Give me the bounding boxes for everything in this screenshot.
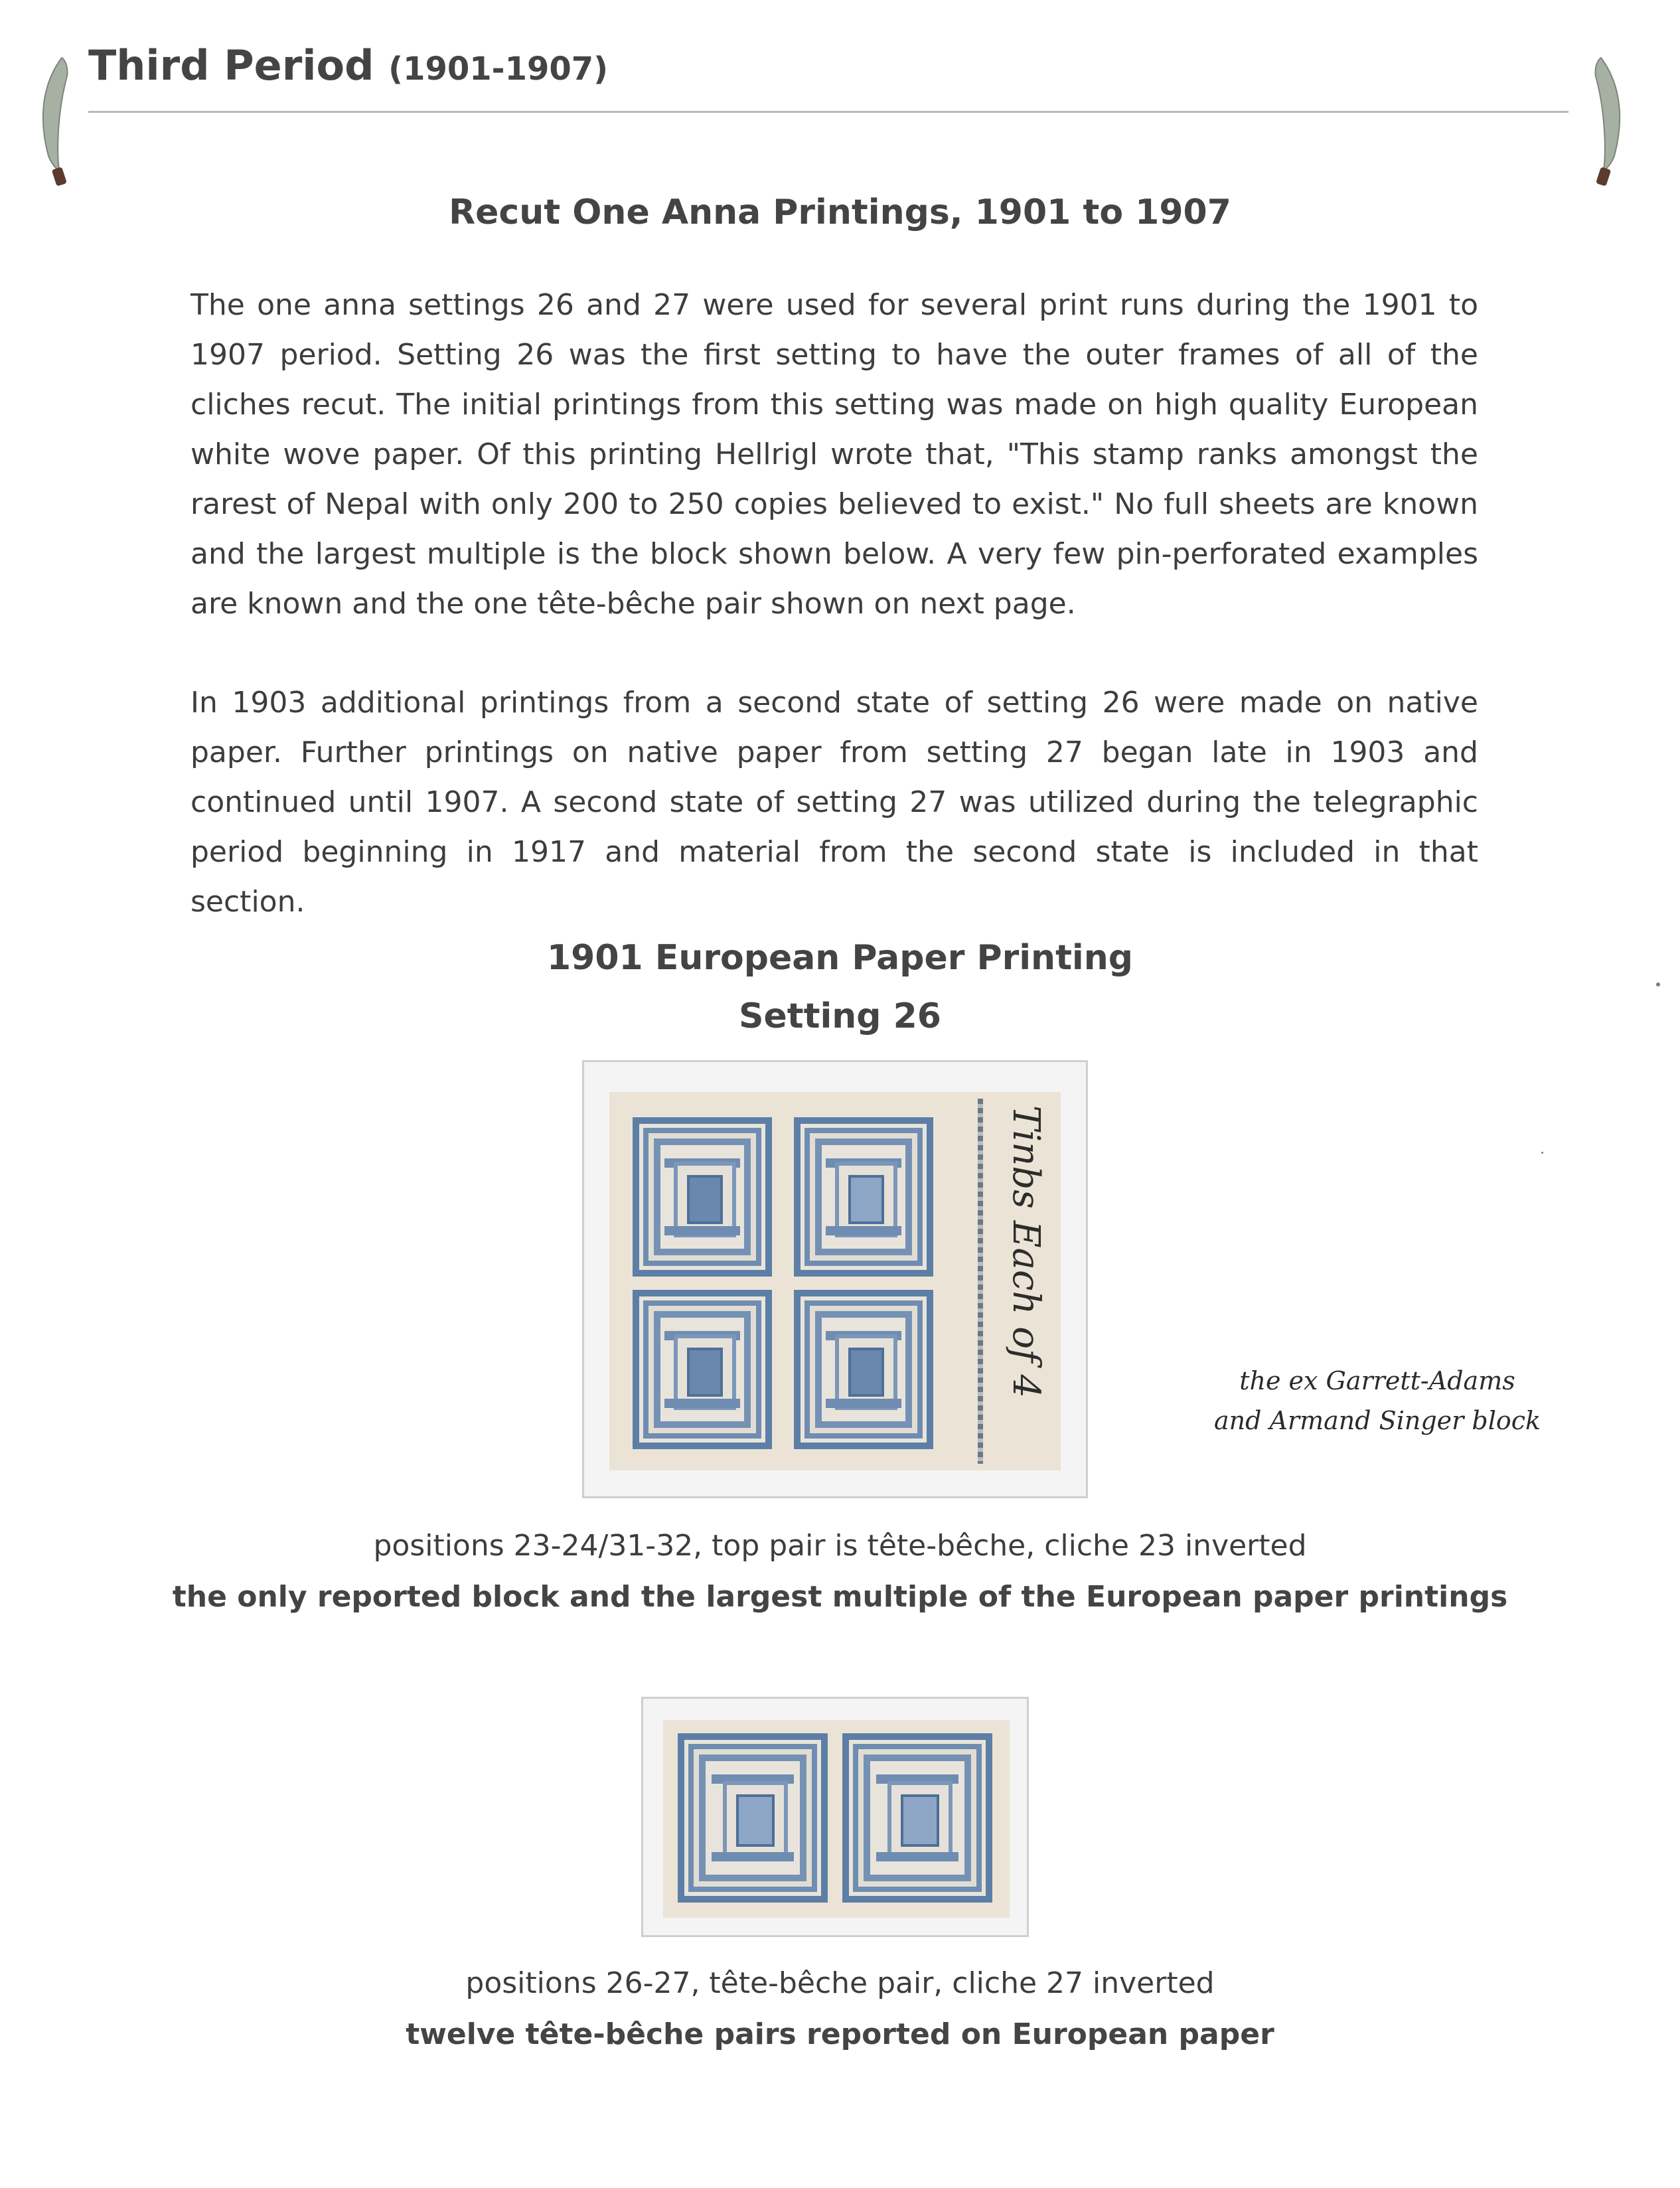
stamp-position-27-inverted <box>842 1733 992 1903</box>
provenance-line-2: and Armand Singer block <box>1213 1406 1541 1435</box>
pair-caption-bold: twelve tête-bêche pairs reported on European paper <box>406 2017 1274 2051</box>
handwritten-annotation: Tinbs Each of 4 <box>1004 1105 1047 1399</box>
pair-paper <box>663 1720 1010 1918</box>
main-heading: Recut One Anna Printings, 1901 to 1907 <box>449 193 1231 232</box>
kukri-knife-right-icon <box>1586 56 1626 189</box>
block-mount <box>582 1060 1088 1498</box>
page-title <box>88 41 608 90</box>
intro-paragraph: The one anna settings 26 and 27 were used for several print runs during the 1901 to 1907 period. Setting 26 was the first setting to have the outer frames of all of the cliches recut. The initial printings from this setting was made on high quality European white wove paper. Of this printing Hellrigl wrote that, "This stamp ranks amongst the rarest of Nepal with only 200 to 250 copies believed to exist." No full sheets are known and the largest multiple is the block shown below. A very few pin-perforated examples are known and the one tête-bêche pair shown on next page. <box>191 288 1478 621</box>
scan-speck <box>1656 982 1660 986</box>
scan-speck <box>1541 1152 1543 1154</box>
stamp-position-32 <box>794 1290 933 1449</box>
stamp-position-23-inverted <box>633 1117 772 1277</box>
second-paragraph: In 1903 additional printings from a second state of setting 26 were made on native paper. Further printings on native paper from setting 27 began late in 1903 and continued until 1907. A second state of setting 27 was utilized during the telegraphic period beginning in 1917 and material from the second state is included in that section. <box>191 686 1478 919</box>
provenance-note <box>1145 1361 1610 1441</box>
pair-mount <box>641 1697 1029 1937</box>
stamp-position-26 <box>678 1733 828 1903</box>
pair-caption: positions 26-27, tête-bêche pair, cliche 27 inverted <box>465 1966 1215 2000</box>
kukri-knife-left-icon <box>37 56 76 189</box>
sheet-margin-line <box>978 1099 983 1464</box>
stamp-position-24 <box>794 1117 933 1277</box>
period-dates: (1901-1907) <box>388 50 609 88</box>
header-divider <box>88 111 1568 113</box>
block-paper <box>609 1092 1061 1470</box>
stamp-position-31 <box>633 1290 772 1449</box>
page-title-text: Third Period <box>88 41 374 90</box>
block-caption: positions 23-24/31-32, top pair is tête-bêche, cliche 23 inverted <box>373 1529 1307 1563</box>
provenance-line-1: the ex Garrett-Adams <box>1239 1366 1515 1395</box>
block-caption-bold: the only reported block and the largest multiple of the European paper printings <box>172 1580 1508 1614</box>
subsection-heading-line2: Setting 26 <box>739 996 941 1036</box>
subsection-heading-line1: 1901 European Paper Printing <box>546 938 1133 978</box>
